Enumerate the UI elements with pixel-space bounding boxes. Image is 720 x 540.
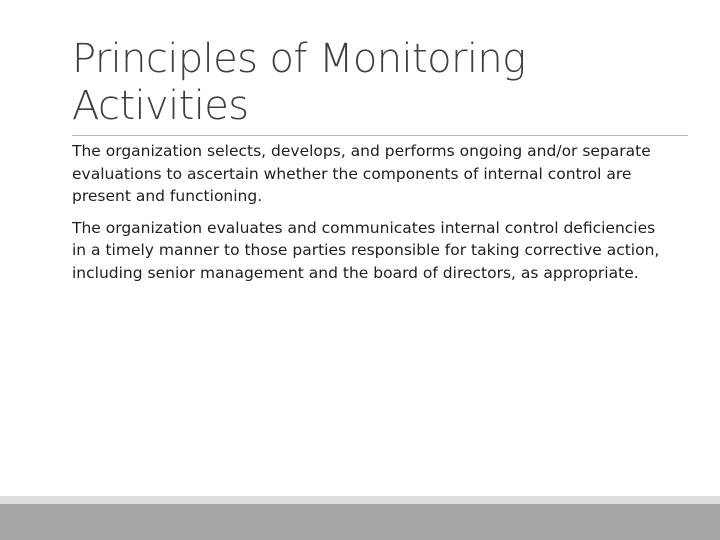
paragraph-deficiency-communication: The organization evaluates and communicates internal control deficiencies in a timely manner to those parties responsible for taking corrective action, including senior management and the board of directors, as appropriate. bbox=[72, 218, 660, 282]
slide-body bbox=[72, 140, 662, 293]
footer-band-dark bbox=[0, 504, 720, 540]
slide-title: Principles of Monitoring Activities bbox=[72, 36, 526, 129]
paragraph-monitoring-evaluations: The organization selects, develops, and performs ongoing and/or separate evaluations to ascertain whether the components of internal control are present and functioning. bbox=[72, 142, 651, 205]
footer-band-light bbox=[0, 496, 720, 504]
title-divider bbox=[72, 135, 688, 136]
